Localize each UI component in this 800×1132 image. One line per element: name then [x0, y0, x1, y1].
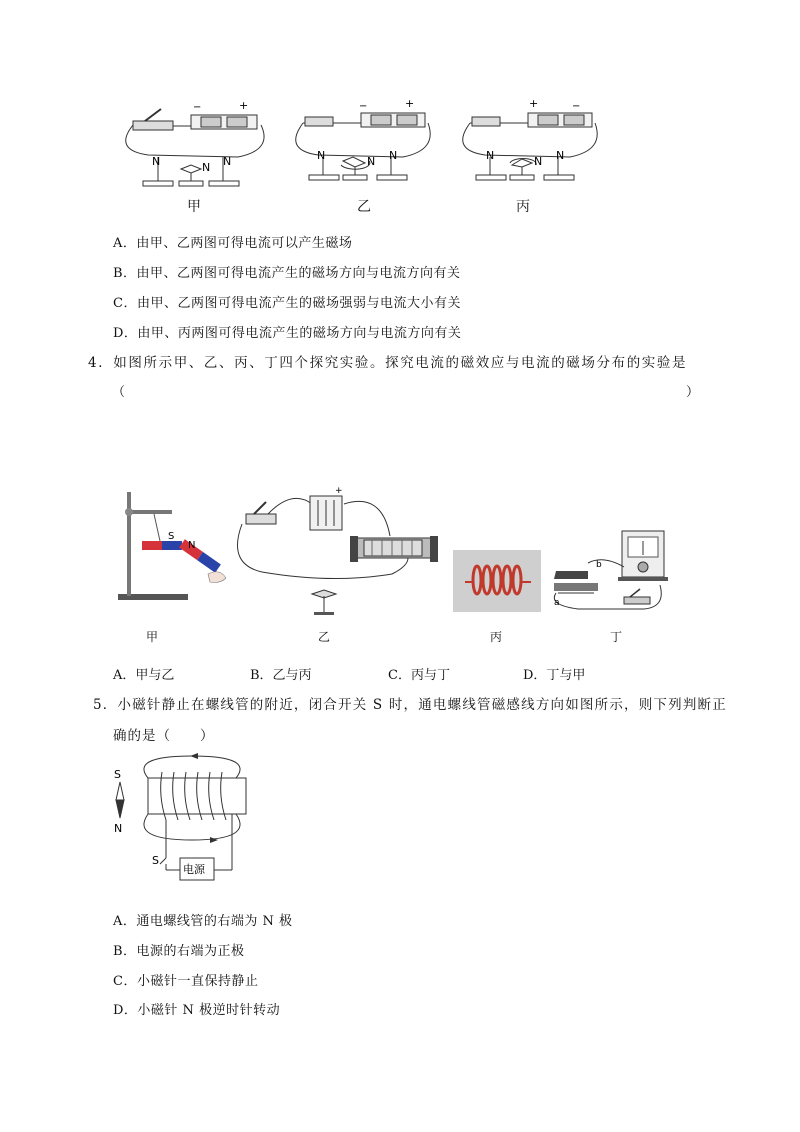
- q5-option-c[interactable]: C．小磁针一直保持静止: [113, 974, 259, 989]
- q4-jia-n-label: N: [188, 540, 196, 551]
- q4-option-a[interactable]: A．甲与乙: [113, 668, 175, 683]
- q4-paren-close: ）: [686, 385, 700, 400]
- q3-figure-yi: [283, 95, 443, 195]
- svg-text:+: +: [335, 486, 343, 496]
- svg-text:−: −: [572, 101, 581, 112]
- q4-option-b[interactable]: B．乙与丙: [250, 668, 312, 683]
- q3-yi-n-right: N: [389, 149, 398, 162]
- q5-needle-n-label: N: [114, 822, 123, 835]
- q4-option-c[interactable]: C．丙与丁: [388, 668, 450, 683]
- q3-label-jia: 甲: [187, 199, 201, 215]
- q3-jia-n-needle: N: [202, 161, 211, 174]
- q3-figure-jia: [113, 95, 278, 195]
- q4-figure-jia: [112, 486, 232, 611]
- q3-option-a[interactable]: A．由甲、乙两图可得电流可以产生磁场: [113, 236, 353, 251]
- q3-label-yi: 乙: [357, 199, 371, 215]
- q4-label-yi: 乙: [318, 630, 331, 644]
- q4-option-d[interactable]: D．丁与甲: [523, 668, 586, 683]
- q4-jia-s-label: S: [168, 531, 175, 542]
- q5-stem-line2: 确的是（ ）: [113, 728, 215, 744]
- q3-jia-n-left: N: [152, 155, 161, 168]
- q4-figure-bing: [453, 550, 541, 612]
- q5-power-label: 电源: [183, 863, 205, 876]
- q3-bing-n-left: N: [486, 149, 495, 162]
- svg-text:+: +: [405, 97, 415, 110]
- q3-yi-n-left: N: [317, 149, 326, 162]
- q3-yi-n-needle: N: [367, 155, 376, 168]
- q5-figure-solenoid: [110, 752, 270, 887]
- svg-text:+: +: [529, 97, 539, 110]
- q5-option-a[interactable]: A．通电螺线管的右端为 N 极: [113, 914, 293, 929]
- q3-option-c[interactable]: C．由甲、乙两图可得电流产生的磁场强弱与电流大小有关: [113, 296, 461, 311]
- q4-label-ding: 丁: [610, 630, 623, 644]
- svg-text:+: +: [239, 99, 249, 112]
- q4-label-jia: 甲: [146, 630, 159, 644]
- q3-bing-n-needle: N: [534, 155, 543, 168]
- q4-stem-line1: 4．如图所示甲、乙、丙、丁四个探究实验。探究电流的磁效应与电流的磁场分布的实验是: [88, 355, 688, 371]
- svg-text:−: −: [193, 102, 202, 113]
- q3-bing-n-right: N: [556, 149, 565, 162]
- q4-ding-b-label: b: [596, 560, 602, 570]
- q5-needle-s-label: S: [114, 768, 121, 781]
- q4-label-bing: 丙: [490, 630, 503, 644]
- q4-paren-open: （: [112, 385, 126, 400]
- q5-option-b[interactable]: B．电源的右端为正极: [113, 944, 245, 959]
- q3-option-d[interactable]: D．由甲、丙两图可得电流产生的磁场方向与电流方向有关: [113, 326, 462, 341]
- q3-jia-n-right: N: [223, 155, 232, 168]
- q5-stem-line1: 5．小磁针静止在螺线管的附近，闭合开关 S 时，通电螺线管磁感线方向如图所示，则下列判断正: [93, 697, 727, 713]
- q5-option-d[interactable]: D．小磁针 N 极逆时针转动: [113, 1003, 281, 1018]
- q5-switch-label: S: [152, 854, 159, 867]
- q4-figure-ding: [548, 527, 673, 617]
- q4-figure-yi: [232, 484, 452, 624]
- q3-label-bing: 丙: [516, 199, 530, 215]
- svg-text:−: −: [359, 101, 368, 112]
- q3-option-b[interactable]: B．由甲、乙两图可得电流产生的磁场方向与电流方向有关: [113, 266, 461, 281]
- q4-ding-a-label: a: [554, 598, 560, 608]
- q3-figure-bing: [450, 95, 610, 195]
